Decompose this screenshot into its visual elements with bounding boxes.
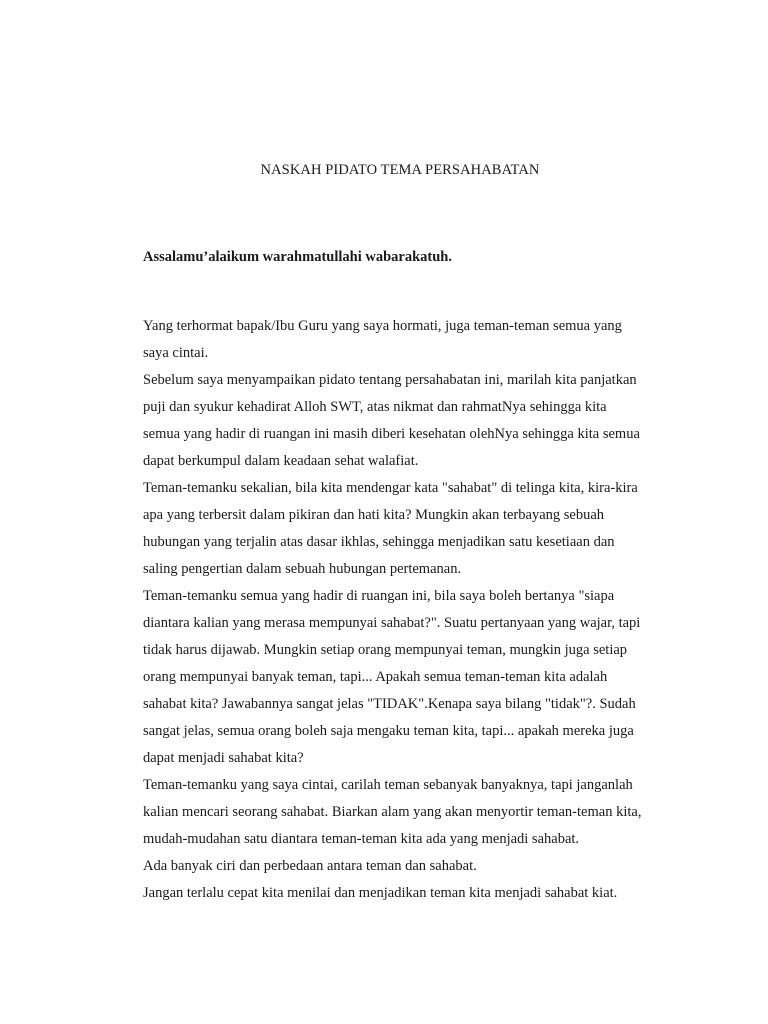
text-line: Teman-temanku semua yang hadir di ruangan ini, bila saya boleh bertanya "siapa: [143, 588, 615, 604]
text-line: Teman-temanku yang saya cintai, carilah teman sebanyak banyaknya, tapi janganlah: [143, 777, 633, 793]
document-title: NASKAH PIDATO TEMA PERSAHABATAN: [260, 162, 540, 178]
text-line: Ada banyak ciri dan perbedaan antara teman dan sahabat.: [143, 858, 477, 874]
text-line: sangat jelas, semua orang boleh saja mengaku teman kita, tapi... apakah mereka juga: [143, 723, 634, 739]
text-line: Jangan terlalu cepat kita menilai dan menjadikan teman kita menjadi sahabat kiat.: [143, 885, 618, 901]
text-line: kalian mencari seorang sahabat. Biarkan alam yang akan menyortir teman-teman kita,: [143, 804, 642, 820]
text-line: tidak harus dijawab. Mungkin setiap orang mempunyai teman, mungkin juga setiap: [143, 642, 628, 658]
text-line: Yang terhormat bapak/Ibu Guru yang saya hormati, juga teman-teman semua yang: [143, 318, 622, 334]
text-line: saling pengertian dalam sebuah hubungan pertemanan.: [143, 561, 462, 577]
text-line: puji dan syukur kehadirat Alloh SWT, atas nikmat dan rahmatNya sehingga kita: [143, 399, 607, 415]
text-line: mudah-mudahan satu diantara teman-teman kita ada yang menjadi sahabat.: [143, 831, 580, 847]
text-line: Sebelum saya menyampaikan pidato tentang persahabatan ini, marilah kita panjatkan: [143, 372, 637, 388]
text-line: sahabat kita? Jawabannya sangat jelas "TIDAK".Kenapa saya bilang "tidak"?. Sudah: [143, 696, 636, 712]
text-line: saya cintai.: [143, 345, 209, 361]
text-line: orang mempunyai banyak teman, tapi... Apakah semua teman-teman kita adalah: [143, 669, 608, 685]
greeting: Assalamu’alaikum warahmatullahi wabarakatuh.: [143, 249, 452, 265]
text-line: apa yang terbersit dalam pikiran dan hati kita? Mungkin akan terbayang sebuah: [143, 507, 605, 523]
text-line: Teman-temanku sekalian, bila kita mendengar kata "sahabat" di telinga kita, kira-kira: [143, 480, 638, 496]
text-line: hubungan yang terjalin atas dasar ikhlas, sehingga menjadikan satu kesetiaan dan: [143, 534, 615, 550]
text-line: dapat berkumpul dalam keadaan sehat walafiat.: [143, 453, 419, 469]
text-line: semua yang hadir di ruangan ini masih diberi kesehatan olehNya sehingga kita semua: [143, 426, 640, 442]
text-line: dapat menjadi sahabat kita?: [143, 750, 304, 766]
text-line: diantara kalian yang merasa mempunyai sahabat?". Suatu pertanyaan yang wajar, tapi: [143, 615, 641, 631]
speech-body: [143, 313, 643, 907]
